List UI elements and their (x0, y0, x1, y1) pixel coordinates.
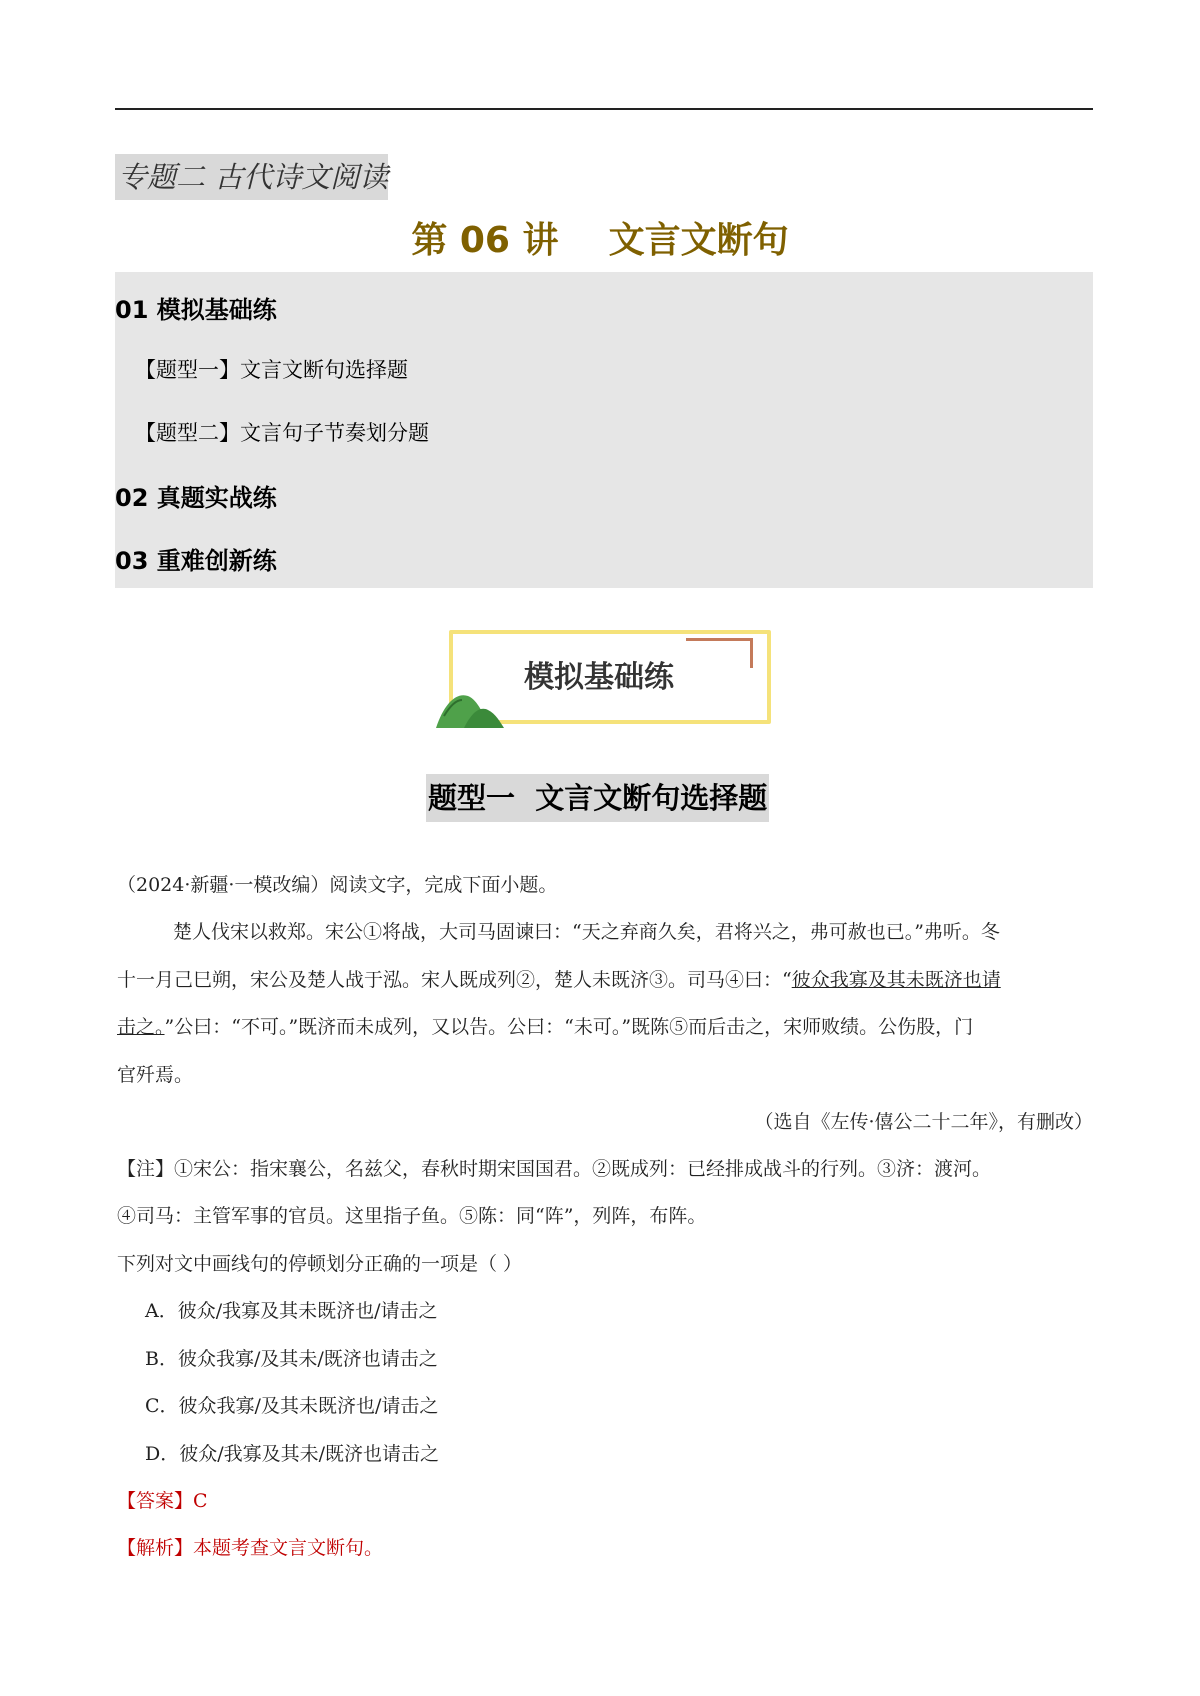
section-banner (434, 626, 774, 731)
option-a[interactable]: A．彼众/我寡及其未既济也/请击之 (145, 1300, 438, 1322)
answer-label: 【答案】C (117, 1490, 208, 1512)
analysis-label: 【解析】本题考查文言文断句。 (117, 1537, 384, 1559)
option-c[interactable]: C．彼众我寡/及其未既济也/请击之 (145, 1395, 439, 1417)
passage-line-2 (117, 965, 1093, 992)
hills-icon (434, 686, 514, 730)
toc-subitem-type1[interactable]: 【题型一】文言文断句选择题 (135, 358, 408, 382)
toc-subitem-type2[interactable]: 【题型二】文言句子节奏划分题 (135, 421, 429, 445)
toc-item-03[interactable]: 03 重难创新练 (115, 547, 277, 575)
option-d[interactable]: D．彼众/我寡及其未/既济也请击之 (145, 1443, 440, 1465)
option-b[interactable]: B．彼众我寡/及其未/既济也请击之 (145, 1348, 438, 1370)
table-of-contents (115, 272, 1093, 588)
banner-accent-tick (750, 638, 753, 668)
passage-line-3-text: ”公曰：“不可。”既济而未成列，又以告。公曰：“未可。”既陈⑤而后击之，宋师败绩。公伤股，门 (164, 1016, 974, 1038)
question-prompt: 下列对文中画线句的停顿划分正确的一项是（ ） (117, 1253, 523, 1275)
note-line-1: 【注】①宋公：指宋襄公，名兹父，春秋时期宋国国君。②既成列：已经排成战斗的行列。③济：渡河。 (117, 1158, 992, 1180)
passage-line-1: 楚人伐宋以救郑。宋公①将战，大司马固谏曰：“天之弃商久矣，君将兴之，弗可赦也已。”弗听。冬 (173, 921, 1000, 943)
underlined-sentence-part1: 彼众我寡及其未既济也请 (791, 969, 1001, 991)
note-line-2: ④司马：主管军事的官员。这里指子鱼。⑤陈：同“阵”，列阵，布阵。 (117, 1205, 707, 1227)
passage-citation: （选自《左传·僖公二十二年》，有删改） (754, 1111, 1093, 1133)
question-source: （2024·新疆·一模改编）阅读文字，完成下面小题。 (117, 874, 558, 896)
passage-line-2-text: 十一月己巳朔，宋公及楚人战于泓。宋人既成列②，楚人未既济③。司马④曰：“ (117, 969, 792, 991)
underlined-sentence-part2: 击之。 (117, 1016, 165, 1038)
banner-accent-line (686, 638, 750, 641)
passage-line-3 (117, 1012, 1093, 1039)
banner-label: 模拟基础练 (524, 660, 674, 695)
toc-item-01[interactable]: 01 模拟基础练 (115, 296, 277, 324)
question-type-title: 题型一 文言文断句选择题 (426, 774, 769, 822)
passage-line-4: 官歼焉。 (117, 1064, 194, 1086)
lecture-title: 第 06 讲 文言文断句 (411, 220, 789, 261)
header-rule (115, 108, 1093, 110)
toc-item-02[interactable]: 02 真题实战练 (115, 484, 277, 512)
topic-label: 专题二 古代诗文阅读 (115, 154, 388, 200)
